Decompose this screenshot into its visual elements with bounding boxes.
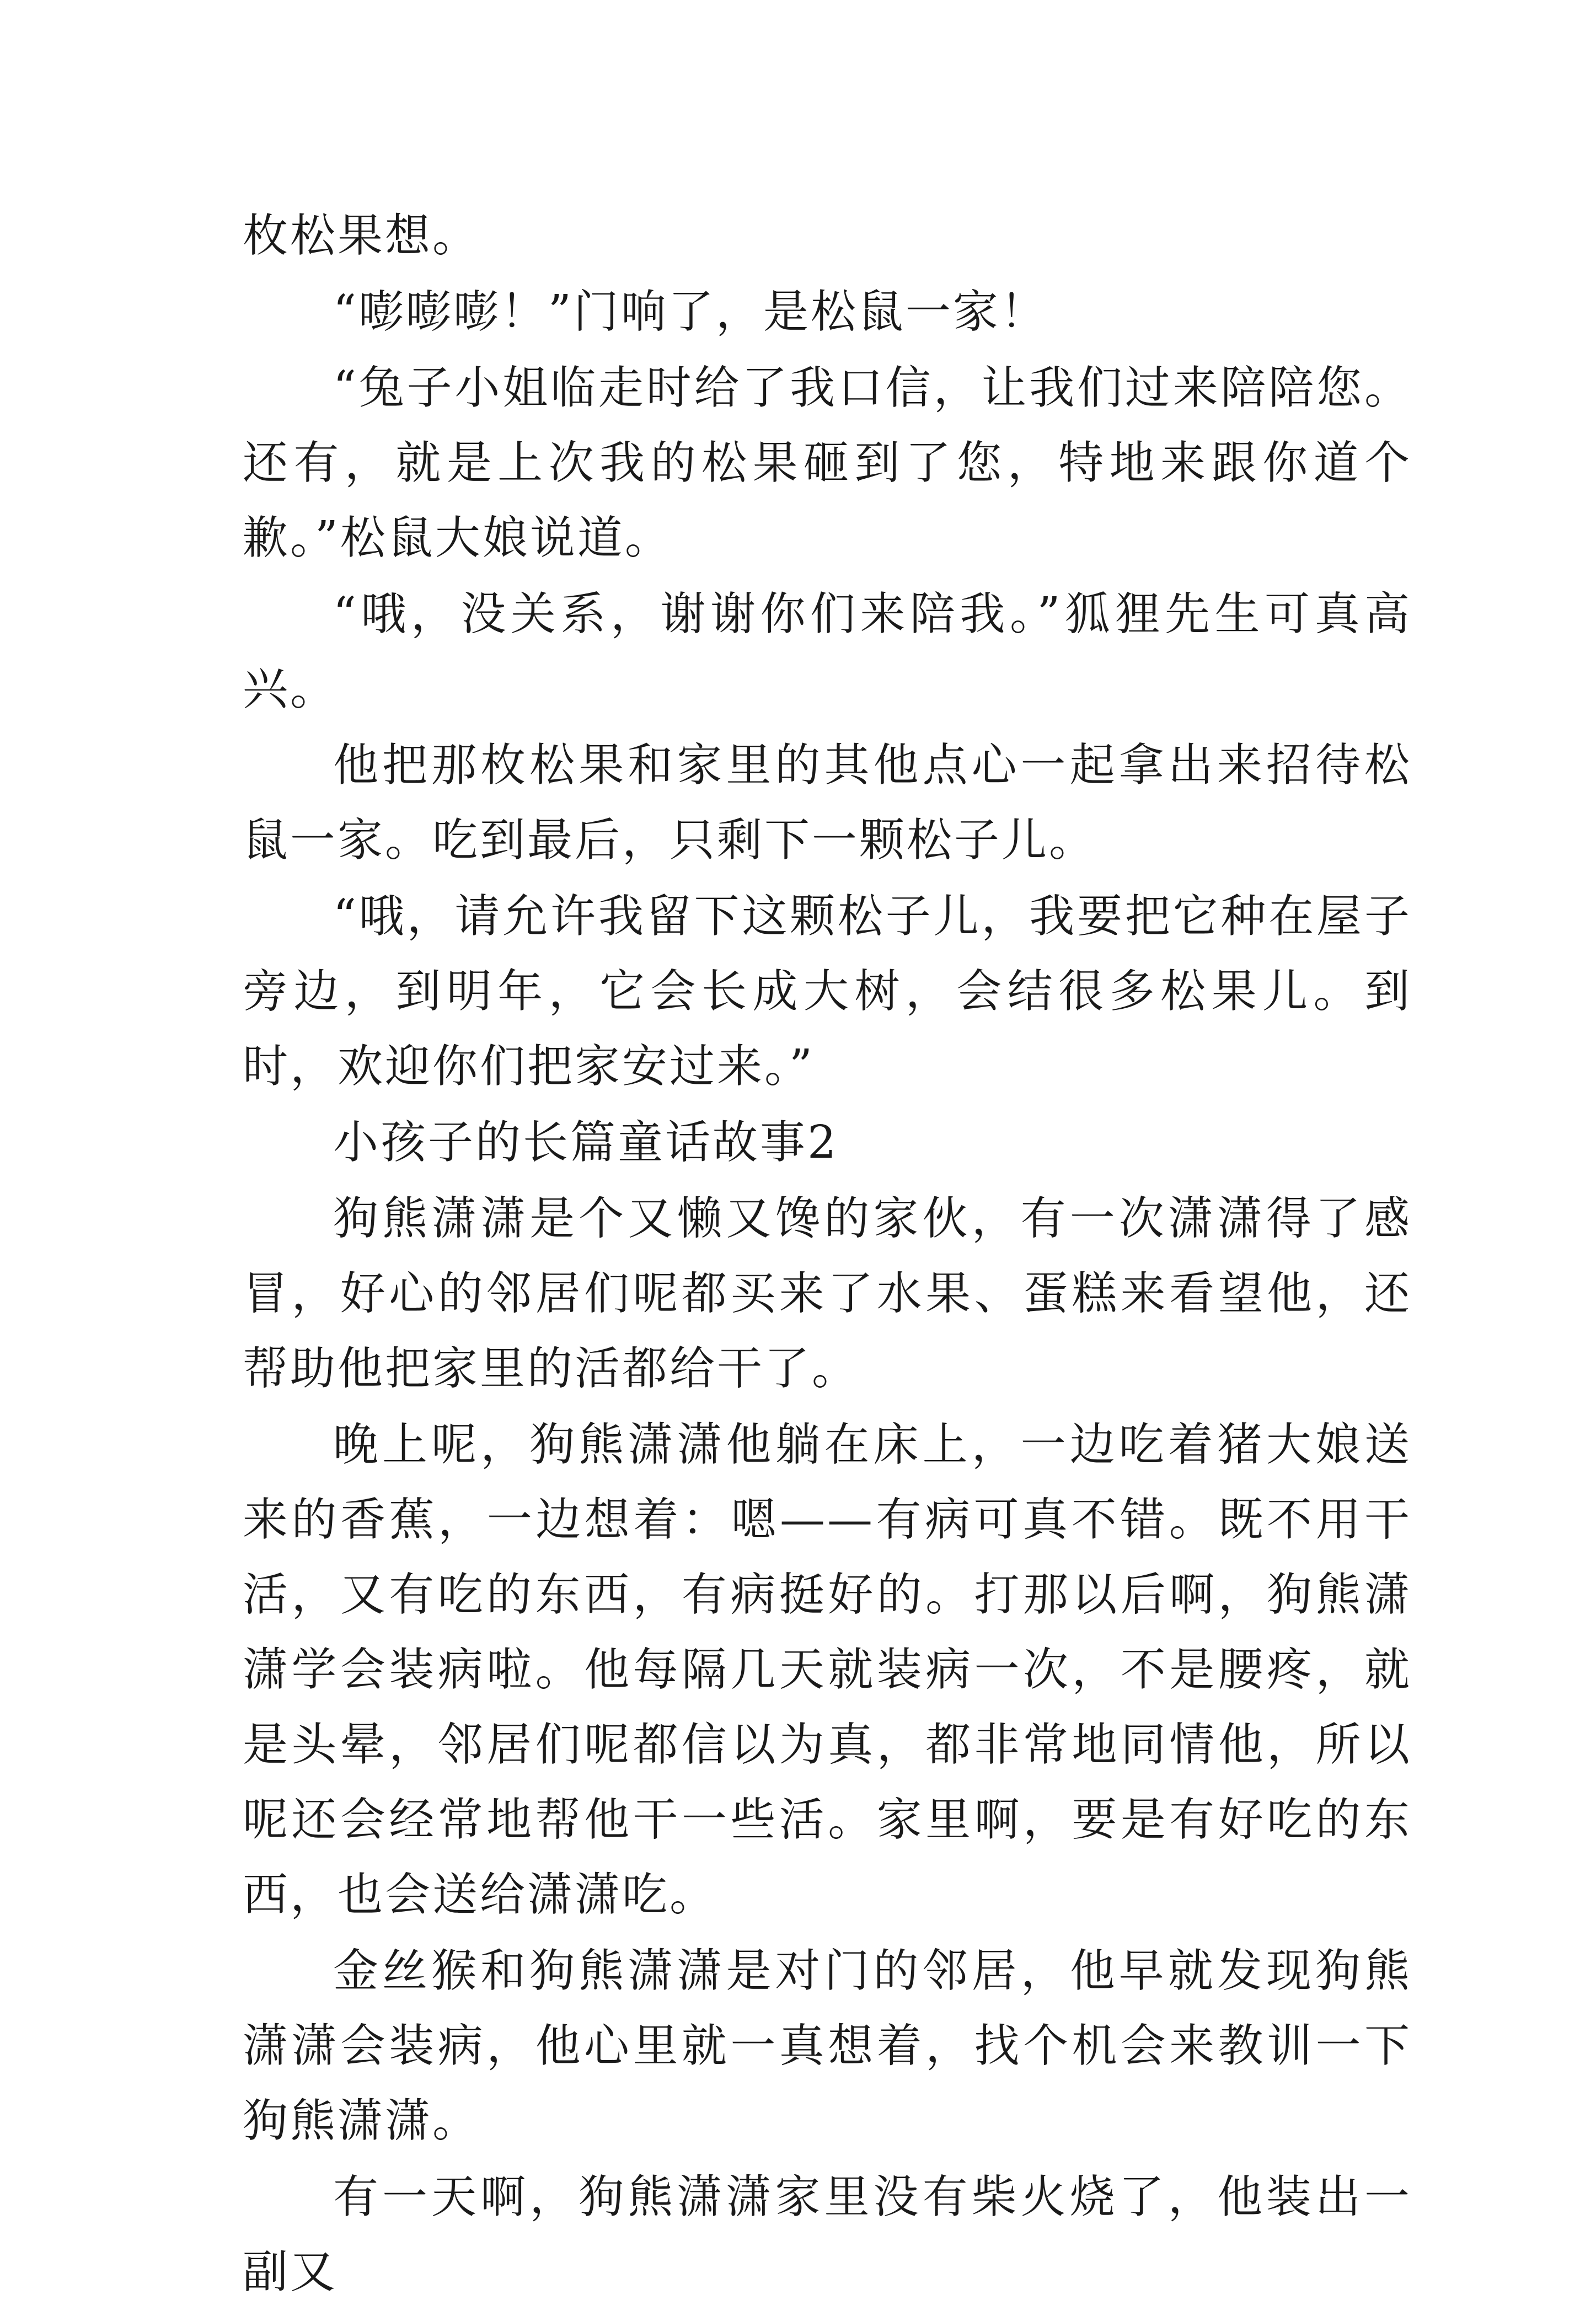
paragraph-8: 晚上呢，狗熊潇潇他躺在床上，一边吃着猪大娘送来的香蕉，一边想着：嗯——有病可真不错。既不用干活，又有吃的东西，有病挺好的。打那以后啊，狗熊潇潇学会装病啦。他每隔几天就装病一次，不是腰疼，就是头晕，邻居们呢都信以为真，都非常地同情他，所以呢还会经常地帮他干一些活。家里啊，要是有好吃的东西，也会送给潇潇吃。 <box>243 1419 1412 1921</box>
paragraph-2: “嘭嘭嘭！”门响了，是松鼠一家！ <box>333 286 1048 338</box>
paragraph-7: 狗熊潇潇是个又懒又馋的家伙，有一次潇潇得了感冒，好心的邻居们呢都买来了水果、蛋糕来看望他，还帮助他把家里的活都给干了。 <box>243 1192 1412 1395</box>
paragraph-1: 枚松果想。 <box>243 210 480 262</box>
paragraph-10: 有一天啊，狗熊潇潇家里没有柴火烧了，他装出一副又 <box>243 2171 1412 2298</box>
paragraph-5: 他把那枚松果和家里的其他点心一起拿出来招待松鼠一家。吃到最后，只剩下一颗松子儿。 <box>243 739 1412 866</box>
paragraph-3: “兔子小姐临走时给了我口信，让我们过来陪陪您。还有，就是上次我的松果砸到了您，特地来跟你道个歉。”松鼠大娘说道。 <box>243 362 1412 564</box>
document-body <box>243 199 1412 2311</box>
paragraph-9: 金丝猴和狗熊潇潇是对门的邻居，他早就发现狗熊潇潇会装病，他心里就一真想着，找个机会来教训一下狗熊潇潇。 <box>243 1945 1412 2147</box>
paragraph-4: “哦，没关系，谢谢你们来陪我。”狐狸先生可真高兴。 <box>243 588 1412 715</box>
paragraph-6: “哦，请允许我留下这颗松子儿，我要把它种在屋子旁边，到明年，它会长成大树，会结很多松果儿。到时，欢迎你们把家安过来。” <box>243 890 1412 1093</box>
section-heading: 小孩子的长篇童话故事2 <box>333 1116 839 1169</box>
